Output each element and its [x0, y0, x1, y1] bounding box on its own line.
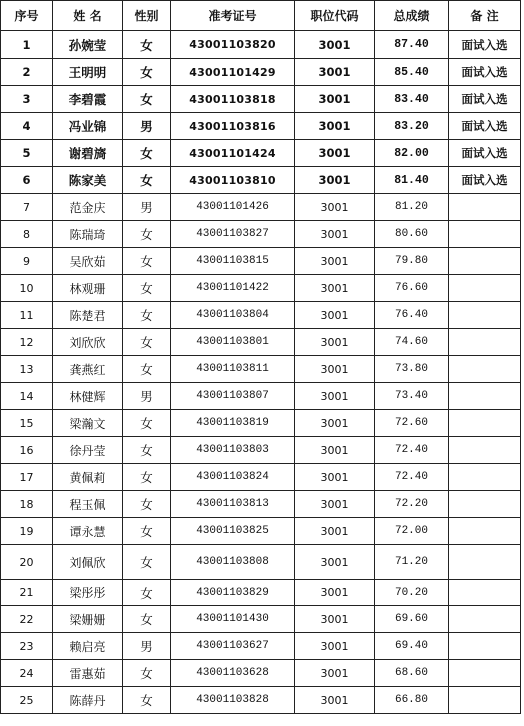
cell-position-code: 3001: [295, 491, 375, 518]
cell-total-score: 80.60: [375, 221, 449, 248]
cell-name: 谭永慧: [53, 518, 123, 545]
cell-position-code: 3001: [295, 140, 375, 167]
header-serial-number: 序号: [1, 1, 53, 31]
cell-serial-number: 19: [1, 518, 53, 545]
cell-remarks: [449, 633, 521, 660]
cell-exam-id: 43001101422: [171, 275, 295, 302]
cell-remarks: 面试入选: [449, 59, 521, 86]
cell-serial-number: 25: [1, 687, 53, 714]
cell-remarks: [449, 356, 521, 383]
cell-position-code: 3001: [295, 167, 375, 194]
cell-name: 梁彤彤: [53, 580, 123, 606]
header-position-code: 职位代码: [295, 1, 375, 31]
table-row: [1, 580, 521, 606]
cell-serial-number: 11: [1, 302, 53, 329]
cell-total-score: 72.00: [375, 518, 449, 545]
cell-total-score: 72.40: [375, 437, 449, 464]
cell-total-score: 79.80: [375, 248, 449, 275]
cell-serial-number: 6: [1, 167, 53, 194]
cell-serial-number: 24: [1, 660, 53, 687]
cell-serial-number: 7: [1, 194, 53, 221]
cell-position-code: 3001: [295, 518, 375, 545]
cell-exam-id: 43001103627: [171, 633, 295, 660]
cell-exam-id: 43001103811: [171, 356, 295, 383]
cell-remarks: [449, 410, 521, 437]
cell-gender: 女: [123, 410, 171, 437]
cell-gender: 女: [123, 518, 171, 545]
cell-remarks: [449, 383, 521, 410]
table-row: [1, 687, 521, 714]
cell-position-code: 3001: [295, 221, 375, 248]
cell-gender: 女: [123, 660, 171, 687]
cell-remarks: [449, 580, 521, 606]
cell-remarks: [449, 194, 521, 221]
cell-position-code: 3001: [295, 329, 375, 356]
cell-total-score: 73.80: [375, 356, 449, 383]
cell-total-score: 72.20: [375, 491, 449, 518]
cell-exam-id: 43001101424: [171, 140, 295, 167]
cell-exam-id: 43001103827: [171, 221, 295, 248]
cell-gender: 男: [123, 113, 171, 140]
cell-remarks: [449, 545, 521, 580]
cell-exam-id: 43001103829: [171, 580, 295, 606]
cell-name: 赖启亮: [53, 633, 123, 660]
cell-serial-number: 3: [1, 86, 53, 113]
cell-gender: 女: [123, 302, 171, 329]
cell-position-code: 3001: [295, 194, 375, 221]
cell-serial-number: 2: [1, 59, 53, 86]
cell-name: 王明明: [53, 59, 123, 86]
cell-position-code: 3001: [295, 383, 375, 410]
cell-exam-id: 43001103813: [171, 491, 295, 518]
cell-name: 雷惠茹: [53, 660, 123, 687]
cell-total-score: 66.80: [375, 687, 449, 714]
cell-remarks: [449, 275, 521, 302]
table-row: [1, 194, 521, 221]
cell-remarks: [449, 606, 521, 633]
cell-exam-id: 43001103815: [171, 248, 295, 275]
cell-total-score: 76.60: [375, 275, 449, 302]
cell-serial-number: 20: [1, 545, 53, 580]
cell-position-code: 3001: [295, 86, 375, 113]
cell-total-score: 83.20: [375, 113, 449, 140]
cell-position-code: 3001: [295, 356, 375, 383]
table-row: [1, 275, 521, 302]
cell-exam-id: 43001103818: [171, 86, 295, 113]
cell-exam-id: 43001103820: [171, 31, 295, 59]
cell-total-score: 70.20: [375, 580, 449, 606]
cell-exam-id: 43001103807: [171, 383, 295, 410]
cell-serial-number: 10: [1, 275, 53, 302]
cell-exam-id: 43001103824: [171, 464, 295, 491]
cell-name: 刘欣欣: [53, 329, 123, 356]
table-row: [1, 167, 521, 194]
cell-name: 林健辉: [53, 383, 123, 410]
cell-remarks: 面试入选: [449, 167, 521, 194]
cell-total-score: 81.20: [375, 194, 449, 221]
header-name: 姓 名: [53, 1, 123, 31]
table-row: [1, 491, 521, 518]
cell-total-score: 69.60: [375, 606, 449, 633]
cell-serial-number: 5: [1, 140, 53, 167]
cell-name: 黄佩莉: [53, 464, 123, 491]
table-row: [1, 545, 521, 580]
cell-gender: 女: [123, 687, 171, 714]
header-gender: 性别: [123, 1, 171, 31]
cell-name: 谢碧旖: [53, 140, 123, 167]
cell-exam-id: 43001103810: [171, 167, 295, 194]
cell-total-score: 68.60: [375, 660, 449, 687]
cell-exam-id: 43001103808: [171, 545, 295, 580]
cell-name: 梁瀚文: [53, 410, 123, 437]
cell-name: 孙婉莹: [53, 31, 123, 59]
cell-name: 程玉佩: [53, 491, 123, 518]
cell-total-score: 85.40: [375, 59, 449, 86]
cell-gender: 女: [123, 491, 171, 518]
cell-total-score: 87.40: [375, 31, 449, 59]
cell-total-score: 73.40: [375, 383, 449, 410]
cell-exam-id: 43001103828: [171, 687, 295, 714]
header-total-score: 总成绩: [375, 1, 449, 31]
cell-position-code: 3001: [295, 606, 375, 633]
cell-position-code: 3001: [295, 302, 375, 329]
cell-position-code: 3001: [295, 31, 375, 59]
cell-remarks: [449, 221, 521, 248]
table-row: [1, 59, 521, 86]
cell-name: 龚燕红: [53, 356, 123, 383]
cell-position-code: 3001: [295, 464, 375, 491]
cell-name: 李碧霞: [53, 86, 123, 113]
cell-position-code: 3001: [295, 248, 375, 275]
cell-gender: 女: [123, 140, 171, 167]
header-row: [1, 1, 521, 31]
table-row: [1, 140, 521, 167]
table-row: [1, 518, 521, 545]
table-row: [1, 221, 521, 248]
cell-position-code: 3001: [295, 633, 375, 660]
cell-gender: 男: [123, 633, 171, 660]
cell-serial-number: 8: [1, 221, 53, 248]
cell-serial-number: 17: [1, 464, 53, 491]
cell-gender: 女: [123, 606, 171, 633]
cell-total-score: 81.40: [375, 167, 449, 194]
cell-name: 陈家美: [53, 167, 123, 194]
table-row: [1, 248, 521, 275]
cell-total-score: 74.60: [375, 329, 449, 356]
cell-remarks: [449, 437, 521, 464]
cell-position-code: 3001: [295, 275, 375, 302]
header-exam-id: 准考证号: [171, 1, 295, 31]
cell-remarks: [449, 660, 521, 687]
cell-position-code: 3001: [295, 113, 375, 140]
cell-remarks: 面试入选: [449, 113, 521, 140]
cell-remarks: [449, 518, 521, 545]
table-row: [1, 31, 521, 59]
cell-serial-number: 16: [1, 437, 53, 464]
cell-gender: 女: [123, 356, 171, 383]
cell-position-code: 3001: [295, 580, 375, 606]
cell-total-score: 69.40: [375, 633, 449, 660]
cell-gender: 女: [123, 221, 171, 248]
cell-remarks: [449, 491, 521, 518]
table-row: [1, 383, 521, 410]
table-row: [1, 464, 521, 491]
table-row: [1, 606, 521, 633]
table-row: [1, 633, 521, 660]
table-row: [1, 356, 521, 383]
table-row: [1, 660, 521, 687]
cell-exam-id: 43001101430: [171, 606, 295, 633]
cell-remarks: [449, 687, 521, 714]
cell-exam-id: 43001103628: [171, 660, 295, 687]
cell-serial-number: 22: [1, 606, 53, 633]
cell-remarks: [449, 464, 521, 491]
cell-name: 梁姗姗: [53, 606, 123, 633]
cell-remarks: [449, 329, 521, 356]
cell-position-code: 3001: [295, 410, 375, 437]
cell-remarks: 面试入选: [449, 86, 521, 113]
cell-name: 陈薛丹: [53, 687, 123, 714]
cell-total-score: 72.40: [375, 464, 449, 491]
table-row: [1, 86, 521, 113]
cell-serial-number: 12: [1, 329, 53, 356]
header-remarks: 备 注: [449, 1, 521, 31]
table-row: [1, 410, 521, 437]
cell-gender: 女: [123, 329, 171, 356]
cell-name: 范金庆: [53, 194, 123, 221]
cell-total-score: 71.20: [375, 545, 449, 580]
cell-gender: 男: [123, 194, 171, 221]
cell-exam-id: 43001103804: [171, 302, 295, 329]
cell-gender: 女: [123, 86, 171, 113]
cell-name: 徐丹莹: [53, 437, 123, 464]
cell-serial-number: 18: [1, 491, 53, 518]
cell-total-score: 82.00: [375, 140, 449, 167]
cell-name: 陈楚君: [53, 302, 123, 329]
cell-remarks: [449, 302, 521, 329]
cell-position-code: 3001: [295, 660, 375, 687]
cell-gender: 女: [123, 275, 171, 302]
cell-serial-number: 1: [1, 31, 53, 59]
cell-name: 林观珊: [53, 275, 123, 302]
table-row: [1, 329, 521, 356]
cell-exam-id: 43001103816: [171, 113, 295, 140]
cell-exam-id: 43001103819: [171, 410, 295, 437]
cell-gender: 女: [123, 580, 171, 606]
cell-name: 刘佩欣: [53, 545, 123, 580]
cell-serial-number: 9: [1, 248, 53, 275]
cell-gender: 女: [123, 59, 171, 86]
cell-total-score: 72.60: [375, 410, 449, 437]
cell-exam-id: 43001103825: [171, 518, 295, 545]
cell-total-score: 76.40: [375, 302, 449, 329]
cell-remarks: 面试入选: [449, 140, 521, 167]
cell-serial-number: 23: [1, 633, 53, 660]
cell-exam-id: 43001101429: [171, 59, 295, 86]
cell-serial-number: 4: [1, 113, 53, 140]
cell-remarks: 面试入选: [449, 31, 521, 59]
cell-name: 冯业锦: [53, 113, 123, 140]
cell-gender: 女: [123, 31, 171, 59]
cell-gender: 女: [123, 464, 171, 491]
cell-gender: 男: [123, 383, 171, 410]
cell-exam-id: 43001103801: [171, 329, 295, 356]
cell-serial-number: 21: [1, 580, 53, 606]
cell-gender: 女: [123, 437, 171, 464]
cell-name: 陈瑞琦: [53, 221, 123, 248]
cell-position-code: 3001: [295, 687, 375, 714]
cell-serial-number: 14: [1, 383, 53, 410]
cell-exam-id: 43001103803: [171, 437, 295, 464]
cell-remarks: [449, 248, 521, 275]
cell-position-code: 3001: [295, 545, 375, 580]
cell-serial-number: 15: [1, 410, 53, 437]
cell-name: 吴欣茹: [53, 248, 123, 275]
cell-total-score: 83.40: [375, 86, 449, 113]
cell-serial-number: 13: [1, 356, 53, 383]
table-row: [1, 302, 521, 329]
cell-position-code: 3001: [295, 59, 375, 86]
table-row: [1, 437, 521, 464]
cell-gender: 女: [123, 248, 171, 275]
table-row: [1, 113, 521, 140]
cell-gender: 女: [123, 167, 171, 194]
cell-exam-id: 43001101426: [171, 194, 295, 221]
cell-gender: 女: [123, 545, 171, 580]
cell-position-code: 3001: [295, 437, 375, 464]
